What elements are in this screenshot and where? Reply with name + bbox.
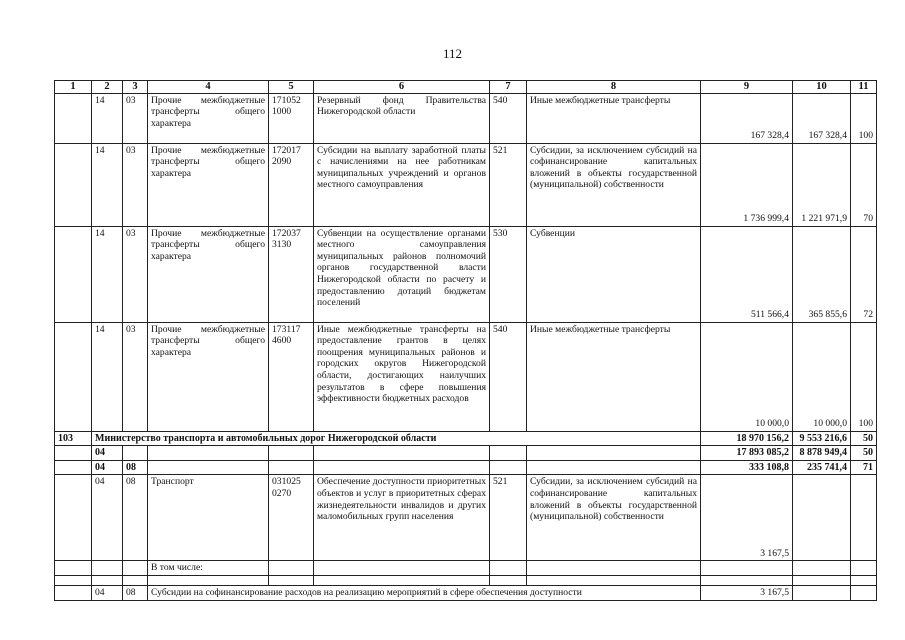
- merged-description: [148, 585, 701, 600]
- cell-c10: [793, 475, 851, 561]
- cell-c4: Прочие межбюджетные трансферты общего характера: [148, 322, 269, 431]
- column-header: 2: [92, 81, 123, 94]
- cell-c1: [55, 460, 92, 475]
- cell-c2: 04: [92, 475, 123, 561]
- cell-c10: [793, 561, 851, 576]
- cell-c11: 100: [851, 322, 877, 431]
- ministry-code: 103: [55, 431, 92, 446]
- cell-c1: [55, 226, 92, 322]
- cell-c3: 03: [123, 226, 148, 322]
- cell-c3: 03: [123, 93, 148, 143]
- column-header: 9: [701, 81, 793, 94]
- ministry-row: [55, 431, 877, 446]
- cell-c8: Иные межбюджетные трансферты: [527, 93, 701, 143]
- cell-c3: 03: [123, 143, 148, 226]
- including-row: [55, 561, 877, 576]
- section-row: [55, 446, 877, 461]
- cell-c9: 167 328,4: [701, 93, 793, 143]
- cell-c11: [851, 575, 877, 585]
- table-row: [55, 93, 877, 143]
- cell-c2: 14: [92, 143, 123, 226]
- cell-c7: [490, 575, 527, 585]
- cell-c11: 100: [851, 93, 877, 143]
- cell-c8: Иные межбюджетные трансферты: [527, 322, 701, 431]
- column-header: 8: [527, 81, 701, 94]
- page-number: 112: [442, 46, 463, 61]
- cell-c7: 540: [490, 93, 527, 143]
- cell-c6: Иные межбюджетные трансферты на предоставление грантов в целях поощрения муниципальных районов и городских округов Нижегородской области, достигающих наилучших результатов в сфере повышения эффективности бюджетных расходов: [314, 322, 490, 431]
- cell-c3: [123, 575, 148, 585]
- cell-c6: Субвенции на осуществление органами местного самоуправления муниципальных районов полномочий органов государственной власти Нижегородской области по расчету и предоставлению дотаций бюджетам поселений: [314, 226, 490, 322]
- cell-c3: 08: [123, 585, 148, 600]
- cell-c6: [314, 561, 490, 576]
- ministry-total-c11: 50: [851, 431, 877, 446]
- cell-c6: Субсидии на выплату заработной платы с начислениями на нее работникам муниципальных учреждений и органов местного самоуправления: [314, 143, 490, 226]
- cell-c8: Субвенции: [527, 226, 701, 322]
- cell-c1: [55, 575, 92, 585]
- cell-c9: 3 167,5: [701, 585, 793, 600]
- cell-c11: [851, 475, 877, 561]
- table-header-row: [55, 81, 877, 94]
- cell-c2: 14: [92, 226, 123, 322]
- ministry-total-c9: 18 970 156,2: [701, 431, 793, 446]
- cell-c1: [55, 93, 92, 143]
- cell-c2: [92, 561, 123, 576]
- table-row: [55, 322, 877, 431]
- cell-c7: [490, 446, 527, 461]
- subsection-code: 04: [92, 460, 123, 475]
- cell-c2: 14: [92, 322, 123, 431]
- cell-c5: [269, 446, 314, 461]
- cell-c8: [527, 460, 701, 475]
- cell-c2: 04: [92, 585, 123, 600]
- cell-c6: [314, 446, 490, 461]
- cell-c4: [148, 460, 269, 475]
- blank-row: [55, 575, 877, 585]
- column-header: 1: [55, 81, 92, 94]
- cell-c5: 172037 3130: [269, 226, 314, 322]
- cell-c8: Субсидии, за исключением субсидий на софинансирование капитальных вложений в объекты государственной (муниципальной) собственности: [527, 475, 701, 561]
- cell-c9: 1 736 999,4: [701, 143, 793, 226]
- cell-c10: 1 221 971,9: [793, 143, 851, 226]
- cell-c10: 167 328,4: [793, 93, 851, 143]
- cell-c3: [123, 561, 148, 576]
- cell-c6: [314, 460, 490, 475]
- section-total-c9: 17 893 085,2: [701, 446, 793, 461]
- cell-c9: 10 000,0: [701, 322, 793, 431]
- cell-c6: Обеспечение доступности приоритетных объектов и услуг в приоритетных сферах жизнедеятельности инвалидов и других маломобильных групп населения: [314, 475, 490, 561]
- table-row: [55, 585, 877, 600]
- section-total-c11: 50: [851, 446, 877, 461]
- cell-c2: 14: [92, 93, 123, 143]
- cell-c1: [55, 585, 92, 600]
- cell-c5: [269, 561, 314, 576]
- cell-c2: [92, 575, 123, 585]
- cell-c4: Прочие межбюджетные трансферты общего характера: [148, 143, 269, 226]
- cell-c1: [55, 143, 92, 226]
- subsection-total-c11: 71: [851, 460, 877, 475]
- column-header: 4: [148, 81, 269, 94]
- cell-c9: 3 167,5: [701, 475, 793, 561]
- column-header: 10: [793, 81, 851, 94]
- cell-c4: Прочие межбюджетные трансферты общего характера: [148, 93, 269, 143]
- cell-c11: 72: [851, 226, 877, 322]
- table-row: [55, 143, 877, 226]
- cell-c5: 172017 2090: [269, 143, 314, 226]
- cell-c6: [314, 575, 490, 585]
- cell-c7: [490, 561, 527, 576]
- cell-c1: [55, 561, 92, 576]
- section-total-c10: 8 878 949,4: [793, 446, 851, 461]
- budget-table: [54, 80, 877, 601]
- cell-c7: 521: [490, 143, 527, 226]
- table-row: [55, 226, 877, 322]
- cell-c7: 521: [490, 475, 527, 561]
- cell-c5: [269, 575, 314, 585]
- cell-c10: 365 855,6: [793, 226, 851, 322]
- subsection-total-c10: 235 741,4: [793, 460, 851, 475]
- cell-c1: [55, 446, 92, 461]
- cell-c11: 70: [851, 143, 877, 226]
- subsection-subcode: 08: [123, 460, 148, 475]
- cell-c10: 10 000,0: [793, 322, 851, 431]
- cell-c1: [55, 322, 92, 431]
- column-header: 11: [851, 81, 877, 94]
- cell-c8: Субсидии, за исключением субсидий на софинансирование капитальных вложений в объекты государственной (муниципальной) собственности: [527, 143, 701, 226]
- cell-c3: [123, 446, 148, 461]
- cell-c9: [701, 575, 793, 585]
- subsection-total-c9: 333 108,8: [701, 460, 793, 475]
- including-label: В том числе:: [148, 561, 269, 576]
- cell-c5: 171052 1000: [269, 93, 314, 143]
- cell-c4: Транспорт: [148, 475, 269, 561]
- cell-c5: 031025 0270: [269, 475, 314, 561]
- ministry-total-c10: 9 553 216,6: [793, 431, 851, 446]
- cell-c9: 511 566,4: [701, 226, 793, 322]
- cell-c4: Прочие межбюджетные трансферты общего характера: [148, 226, 269, 322]
- cell-c6: Резервный фонд Правительства Нижегородской области: [314, 93, 490, 143]
- cell-c5: 173117 4600: [269, 322, 314, 431]
- cell-c8: [527, 575, 701, 585]
- cell-c10: [793, 575, 851, 585]
- cell-c10: [793, 585, 851, 600]
- cell-c8: [527, 561, 701, 576]
- subsection-row: [55, 460, 877, 475]
- cell-c4: [148, 446, 269, 461]
- cell-c3: 03: [123, 322, 148, 431]
- cell-c4: [148, 575, 269, 585]
- cell-c7: [490, 460, 527, 475]
- section-code: 04: [92, 446, 123, 461]
- cell-c7: 540: [490, 322, 527, 431]
- column-header: 7: [490, 81, 527, 94]
- table-row: [55, 475, 877, 561]
- column-header: 6: [314, 81, 490, 94]
- cell-c1: [55, 475, 92, 561]
- cell-c7: 530: [490, 226, 527, 322]
- cell-c3: 08: [123, 475, 148, 561]
- cell-c9: [701, 561, 793, 576]
- column-header: 5: [269, 81, 314, 94]
- cell-c8: [527, 446, 701, 461]
- ministry-name: Министерство транспорта и автомобильных дорог Нижегородской области: [92, 431, 701, 446]
- column-header: 3: [123, 81, 148, 94]
- cell-c11: [851, 585, 877, 600]
- cell-c5: [269, 460, 314, 475]
- cell-c11: [851, 561, 877, 576]
- merged-description-text: Субсидии на софинансирование расходов на реализацию мероприятий в сфере обеспечения доступности: [151, 586, 582, 598]
